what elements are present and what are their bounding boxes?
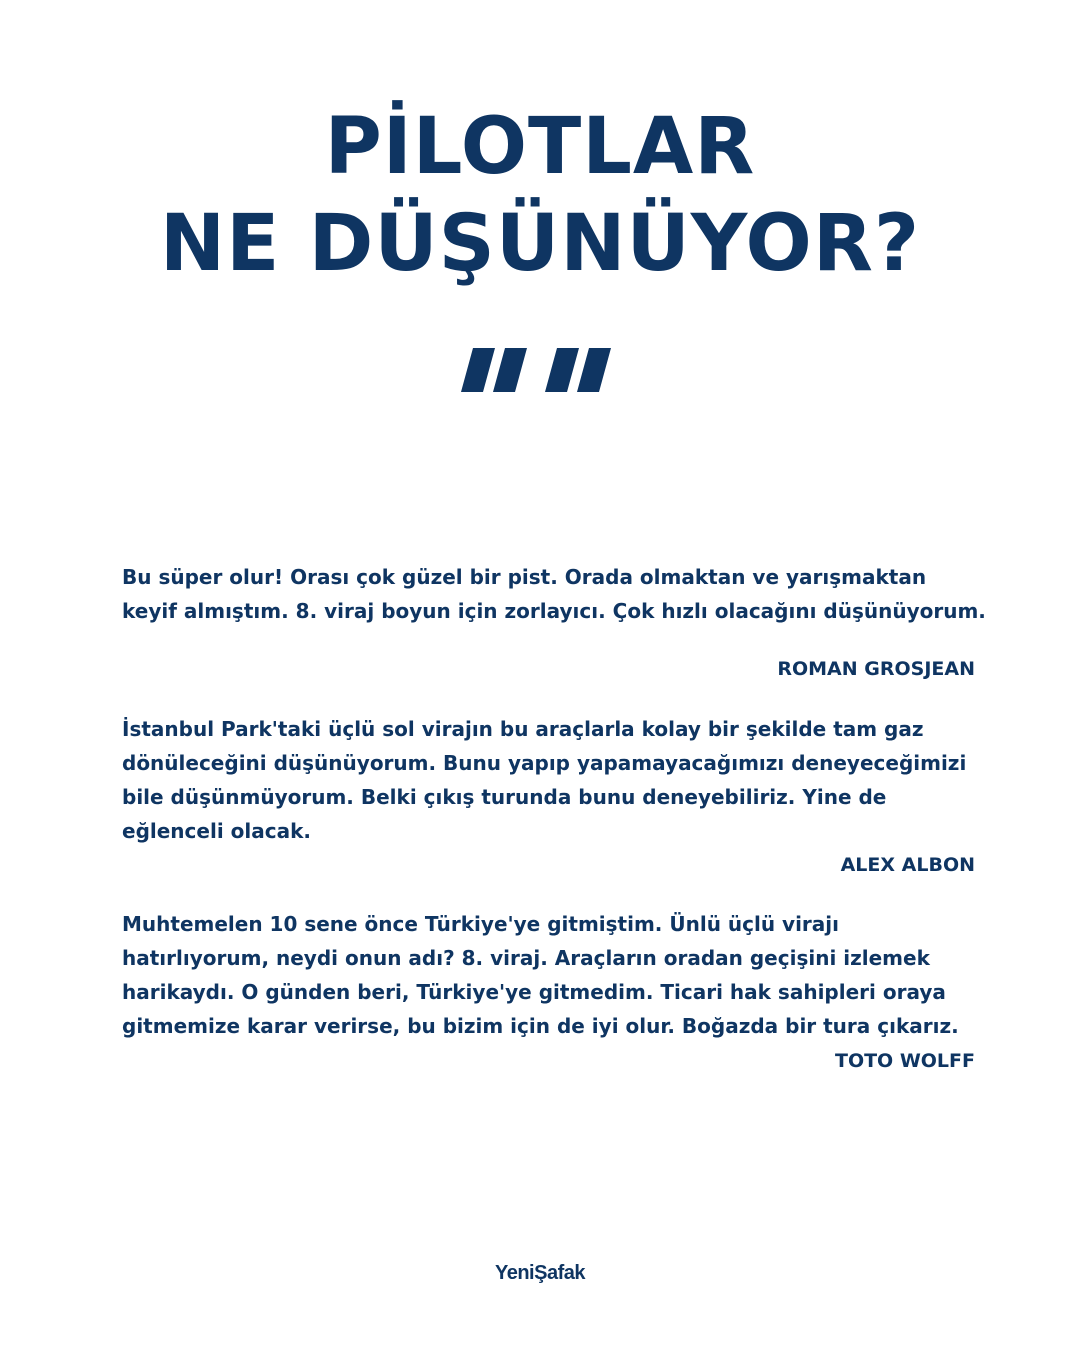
quote-block — [122, 907, 1042, 1043]
page-title-line-2: NE DÜŞÜNÜYOR? — [159, 199, 921, 289]
quote-author: TOTO WOLFF — [834, 1050, 975, 1072]
brand-logo: YeniŞafak — [494, 1262, 585, 1284]
double-quotation-marks-icon — [455, 340, 625, 400]
quote-author: ROMAN GROSJEAN — [777, 658, 975, 680]
quote-author: ALEX ALBON — [840, 854, 975, 876]
page-title-line-1: PİLOTLAR — [324, 102, 756, 192]
quote-text: Muhtemelen 10 sene önce Türkiye'ye gitmiştim. Ünlü üçlü virajı hatırlıyorum, neydi onun adı? 8. viraj. Araçların oradan geçişini izlemek harikaydı. O günden beri, Türkiye'ye gitmedim. Ticari hak sahipleri oraya gitmemize karar verirse, bu bizim için de iyi olur. Boğazda bir tura çıkarız. — [122, 912, 959, 1038]
quote-block — [122, 560, 1042, 628]
quote-text: Bu süper olur! Orası çok güzel bir pist. Orada olmaktan ve yarışmaktan keyif almıştım. 8. viraj boyun için zorlayıcı. Çok hızlı olacağını düşünüyorum. — [122, 565, 986, 623]
quote-block — [122, 712, 1042, 848]
quote-text: İstanbul Park'taki üçlü sol virajın bu araçlarla kolay bir şekilde tam gaz dönüleceğini düşünüyorum. Bunu yapıp yapamayacağımızı deneyeceğimizi bile düşünmüyorum. Belki çıkış turunda bunu deneyebiliriz. Yine de eğlenceli olacak. — [122, 717, 967, 843]
